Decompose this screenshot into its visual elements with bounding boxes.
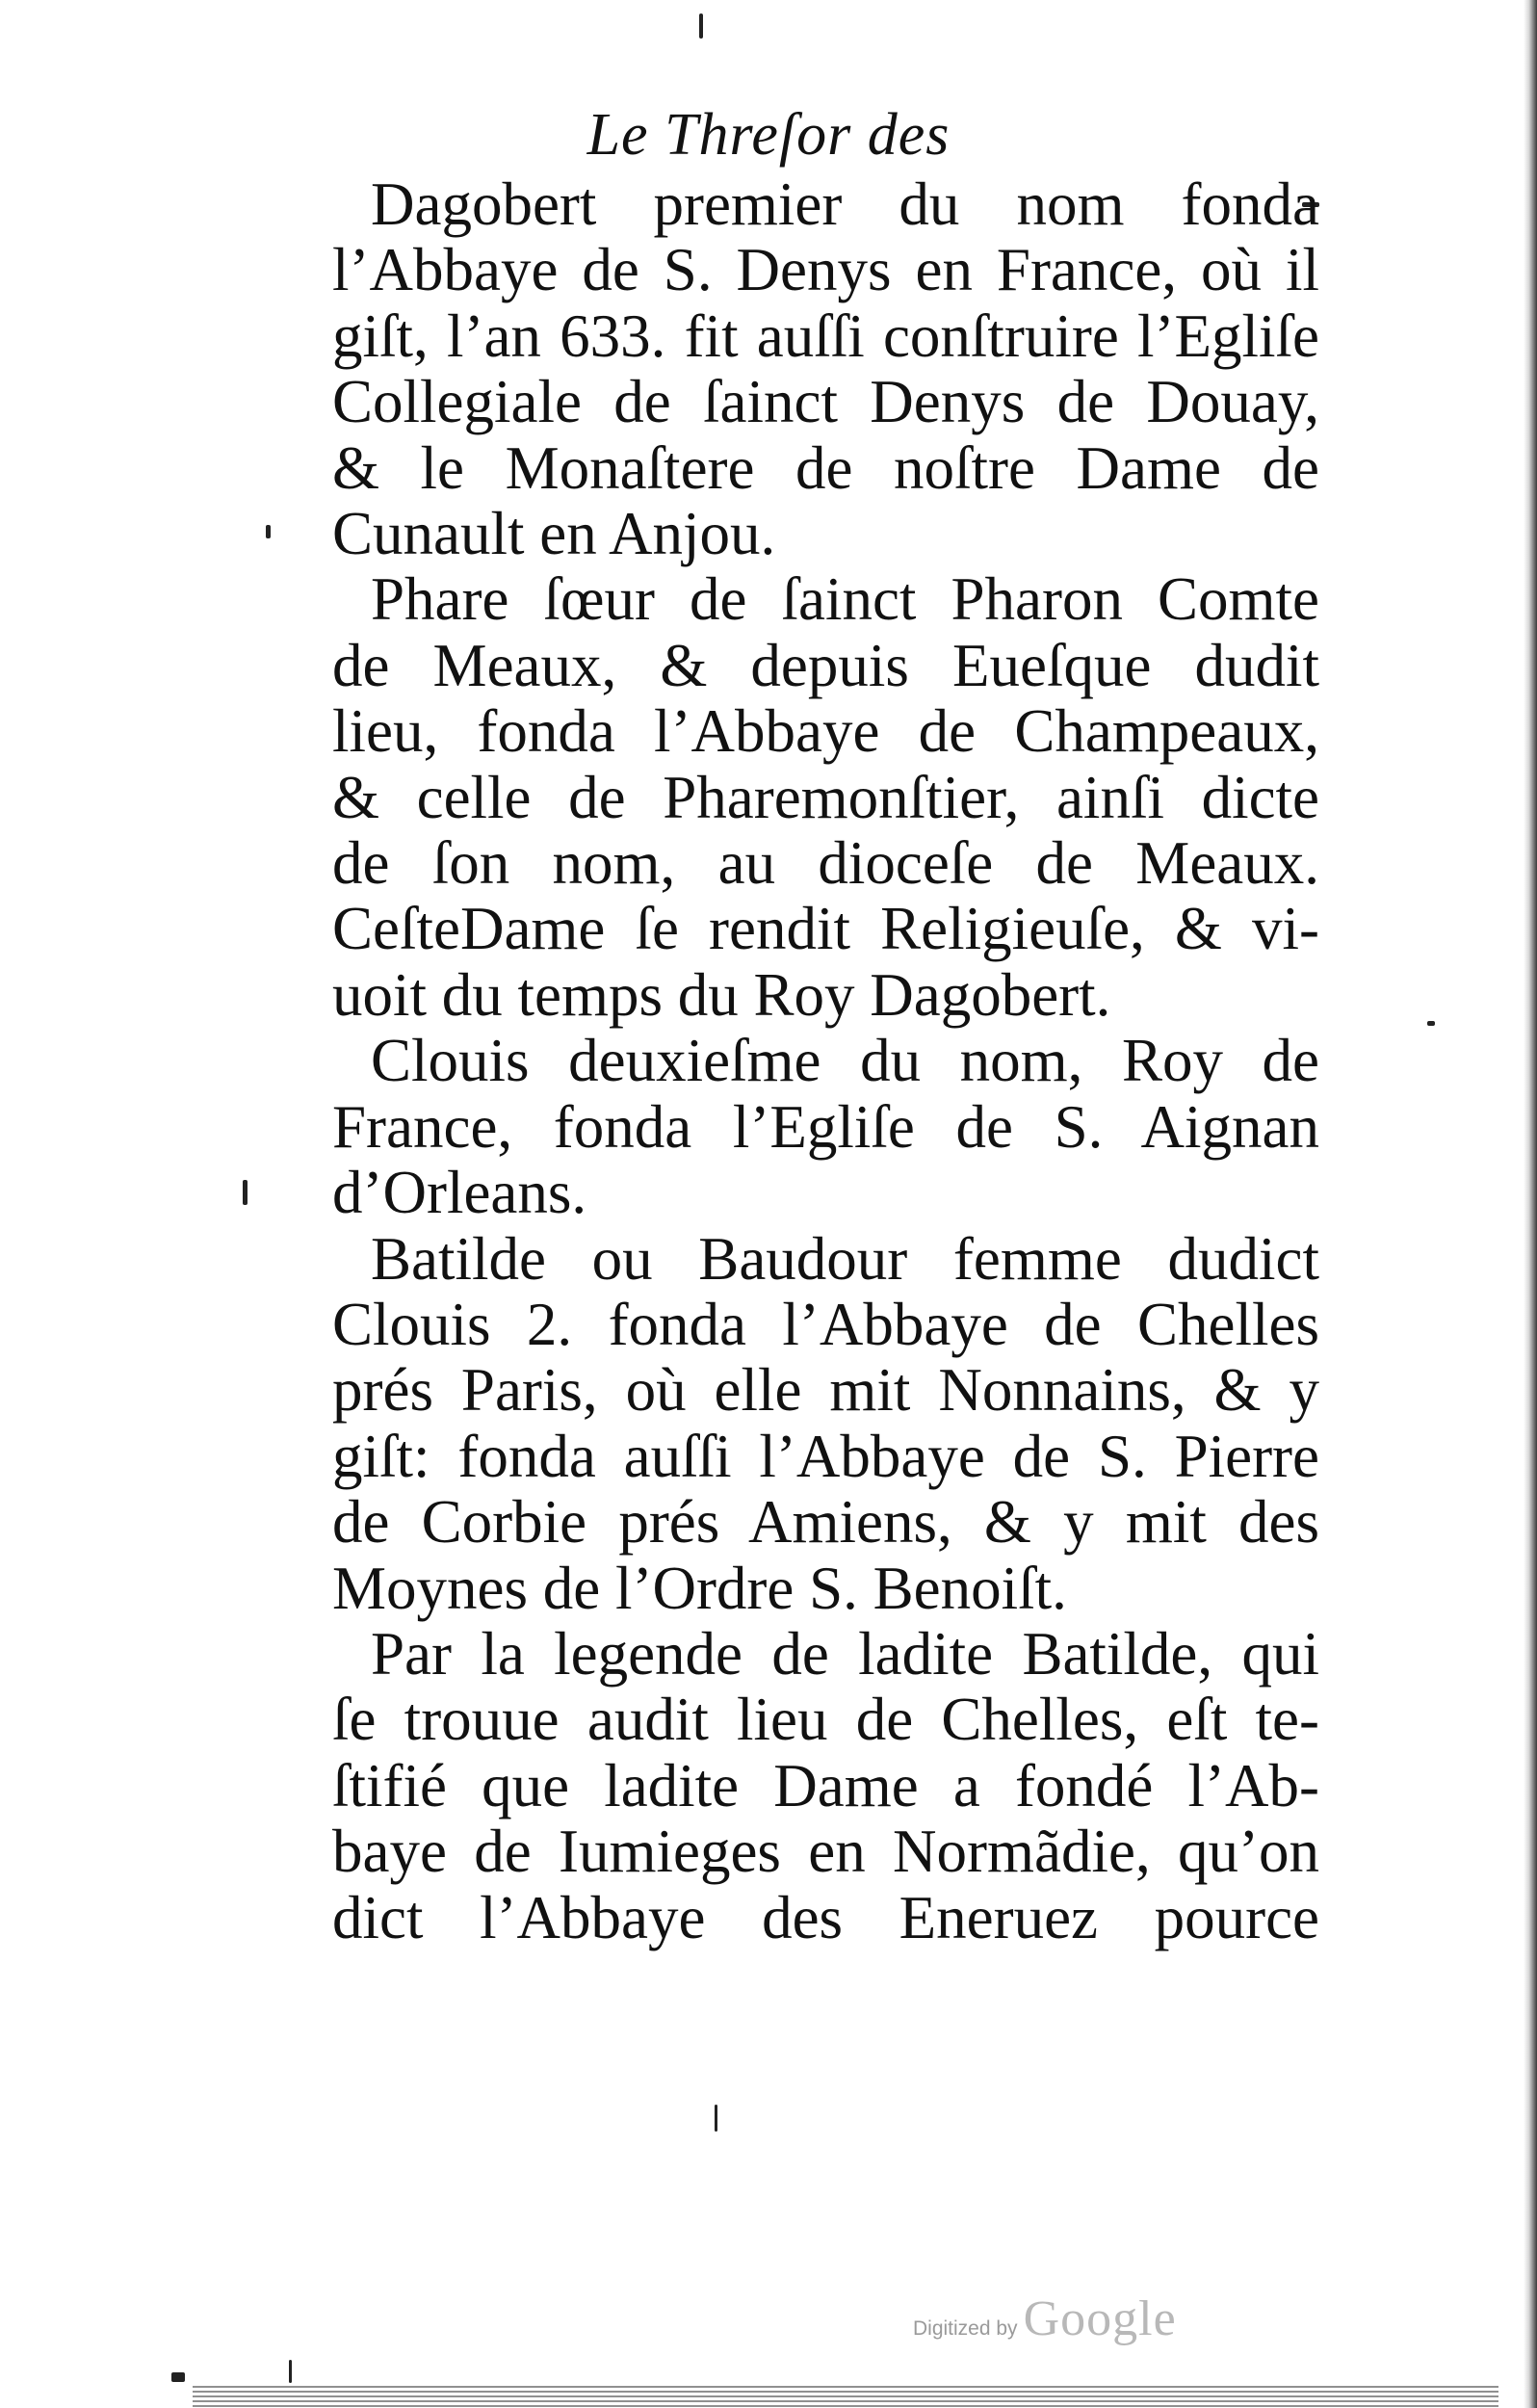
google-logo: Google xyxy=(1023,2291,1177,2346)
text-line: de Corbie prés Amiens, & y mit des xyxy=(332,1488,1319,1557)
scan-speck xyxy=(289,2360,292,2383)
scan-speck xyxy=(171,2372,185,2382)
paragraph xyxy=(332,566,1319,1028)
text-line: de Meaux, & depuis Eueſque dudit xyxy=(332,631,1319,699)
paragraph xyxy=(332,171,1319,566)
text-line: ſtifié que ladite Dame a fondé l’Ab- xyxy=(332,1751,1319,1819)
text-line: CeſteDame ſe rendit Religieuſe, & vi- xyxy=(332,895,1319,963)
text-line: Cunault en Anjou. xyxy=(332,500,776,568)
text-line: prés Paris, où elle mit Nonnains, & y xyxy=(332,1356,1319,1425)
text-line: Clouis deuxieſme du nom, Roy de xyxy=(371,1027,1319,1095)
text-line: l’Abbaye de S. Denys en France, où il xyxy=(332,236,1319,304)
text-line: & le Monaſtere de noſtre Dame de xyxy=(332,433,1319,502)
scan-speck xyxy=(1427,1021,1435,1026)
text-line: Clouis 2. fonda l’Abbaye de Chelles xyxy=(332,1290,1319,1358)
text-line: lieu, fonda l’Abbaye de Champeaux, xyxy=(332,697,1319,766)
scan-speck xyxy=(266,525,271,538)
text-line: baye de Iumieges en Normãdie, qu’on xyxy=(332,1818,1319,1886)
text-line: giſt: fonda auſſi l’Abbaye de S. Pierre xyxy=(332,1422,1319,1490)
scan-speck xyxy=(243,1180,247,1205)
text-line: uoit du temps du Roy Dagobert. xyxy=(332,960,1111,1029)
digitized-watermark xyxy=(913,2290,1177,2347)
text-line: dict l’Abbaye des Eneruez pource xyxy=(332,1883,1319,1951)
text-line: France, fonda l’Egliſe de S. Aignan xyxy=(332,1092,1319,1161)
page-edge-bottom xyxy=(193,2383,1498,2408)
text-line: ſe trouue audit lieu de Chelles, eſt te- xyxy=(332,1686,1319,1754)
watermark-prefix: Digitized by xyxy=(913,2317,1018,2340)
paragraph xyxy=(332,1028,1319,1225)
text-line: & celle de Pharemonſtier, ainſi dicte xyxy=(332,763,1319,831)
text-line: Collegiale de ſainct Denys de Douay, xyxy=(332,368,1319,436)
paragraph xyxy=(332,1621,1319,1950)
text-line: d’Orleans. xyxy=(332,1159,587,1227)
text-line: Dagobert premier du nom fonda xyxy=(371,170,1319,238)
text-line: giſt, l’an 633. fit auſſi conſtruire l’Egliſe xyxy=(332,301,1319,370)
text-line: de ſon nom, au dioceſe de Meaux. xyxy=(332,829,1319,898)
body-text xyxy=(332,171,1319,1950)
page-edge-right xyxy=(1524,0,1537,2408)
text-line: Par la legende de ladite Batilde, qui xyxy=(371,1619,1319,1688)
scan-speck xyxy=(715,2105,717,2132)
text-line: Batilde ou Baudour femme dudict xyxy=(371,1224,1319,1293)
text-line: Moynes de l’Ordre S. Benoiſt. xyxy=(332,1554,1067,1622)
text-line: Phare ſœur de ſainct Pharon Comte xyxy=(371,565,1319,634)
paragraph xyxy=(332,1226,1319,1621)
scan-speck xyxy=(699,13,703,39)
running-head: Le Threſor des xyxy=(586,102,951,168)
